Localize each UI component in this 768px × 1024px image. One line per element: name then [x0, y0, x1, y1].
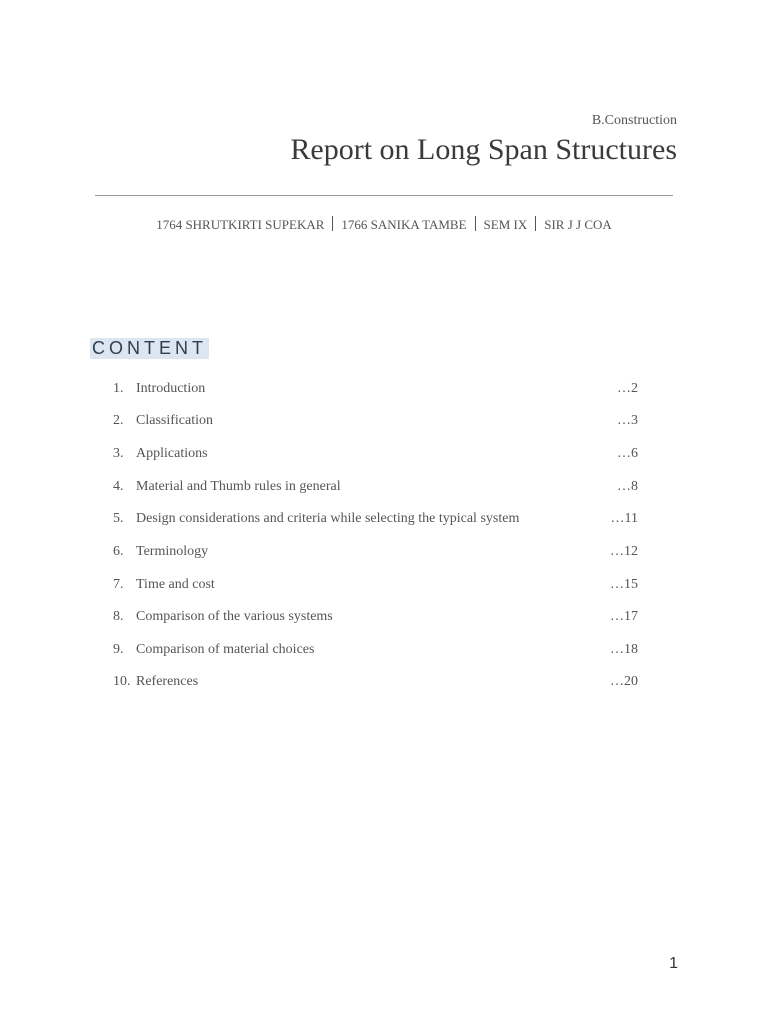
toc-page: …12 [610, 544, 638, 559]
toc-number: 4. [113, 479, 124, 494]
divider [95, 195, 673, 196]
toc-page: …8 [617, 479, 638, 494]
author-1: 1764 SHRUTKIRTI SUPEKAR [156, 217, 325, 232]
toc-item [0, 674, 768, 698]
toc-label: Classification [136, 413, 213, 428]
toc-item [0, 479, 768, 503]
toc-label: Introduction [136, 381, 206, 396]
toc-number: 5. [113, 511, 124, 526]
separator [535, 216, 536, 231]
toc-page: …15 [610, 577, 638, 592]
separator [332, 216, 333, 231]
toc-label: References [136, 674, 199, 689]
toc-item [0, 511, 768, 535]
toc-label: Material and Thumb rules in general [136, 479, 341, 494]
toc-label: Terminology [136, 544, 209, 559]
toc-number: 2. [113, 413, 124, 428]
toc-page: …11 [610, 511, 638, 526]
toc-page: …17 [610, 609, 638, 624]
content-heading: CONTENT [92, 338, 207, 358]
toc-page: …2 [617, 381, 638, 396]
toc-page: …3 [617, 413, 638, 428]
toc-number: 6. [113, 544, 124, 559]
toc-label: Applications [136, 446, 208, 461]
toc-number: 7. [113, 577, 124, 592]
toc-item [0, 446, 768, 470]
author-line [0, 216, 768, 233]
toc-item [0, 642, 768, 666]
toc-item [0, 381, 768, 405]
toc-item [0, 413, 768, 437]
toc-page: …18 [610, 642, 638, 657]
toc-label: Time and cost [136, 577, 215, 592]
page-number: 1 [669, 955, 678, 972]
toc-number: 9. [113, 642, 124, 657]
author-2: 1766 SANIKA TAMBE [341, 217, 467, 232]
toc-number: 8. [113, 609, 124, 624]
toc-page: …6 [617, 446, 638, 461]
document-title: Report on Long Span Structures [290, 133, 677, 166]
toc-item [0, 577, 768, 601]
toc-number: 3. [113, 446, 124, 461]
toc-label: Comparison of material choices [136, 642, 315, 657]
toc-number: 1. [113, 381, 124, 396]
toc-label: Design considerations and criteria while selecting the typical system [136, 511, 520, 526]
toc-label: Comparison of the various systems [136, 609, 333, 624]
toc-page: …20 [610, 674, 638, 689]
semester: SEM IX [483, 217, 528, 232]
college: SIR J J COA [544, 217, 612, 232]
toc-number: 10. [113, 674, 131, 689]
toc-item [0, 609, 768, 633]
separator [475, 216, 476, 231]
toc-item [0, 544, 768, 568]
subject-label: B.Construction [591, 113, 677, 128]
